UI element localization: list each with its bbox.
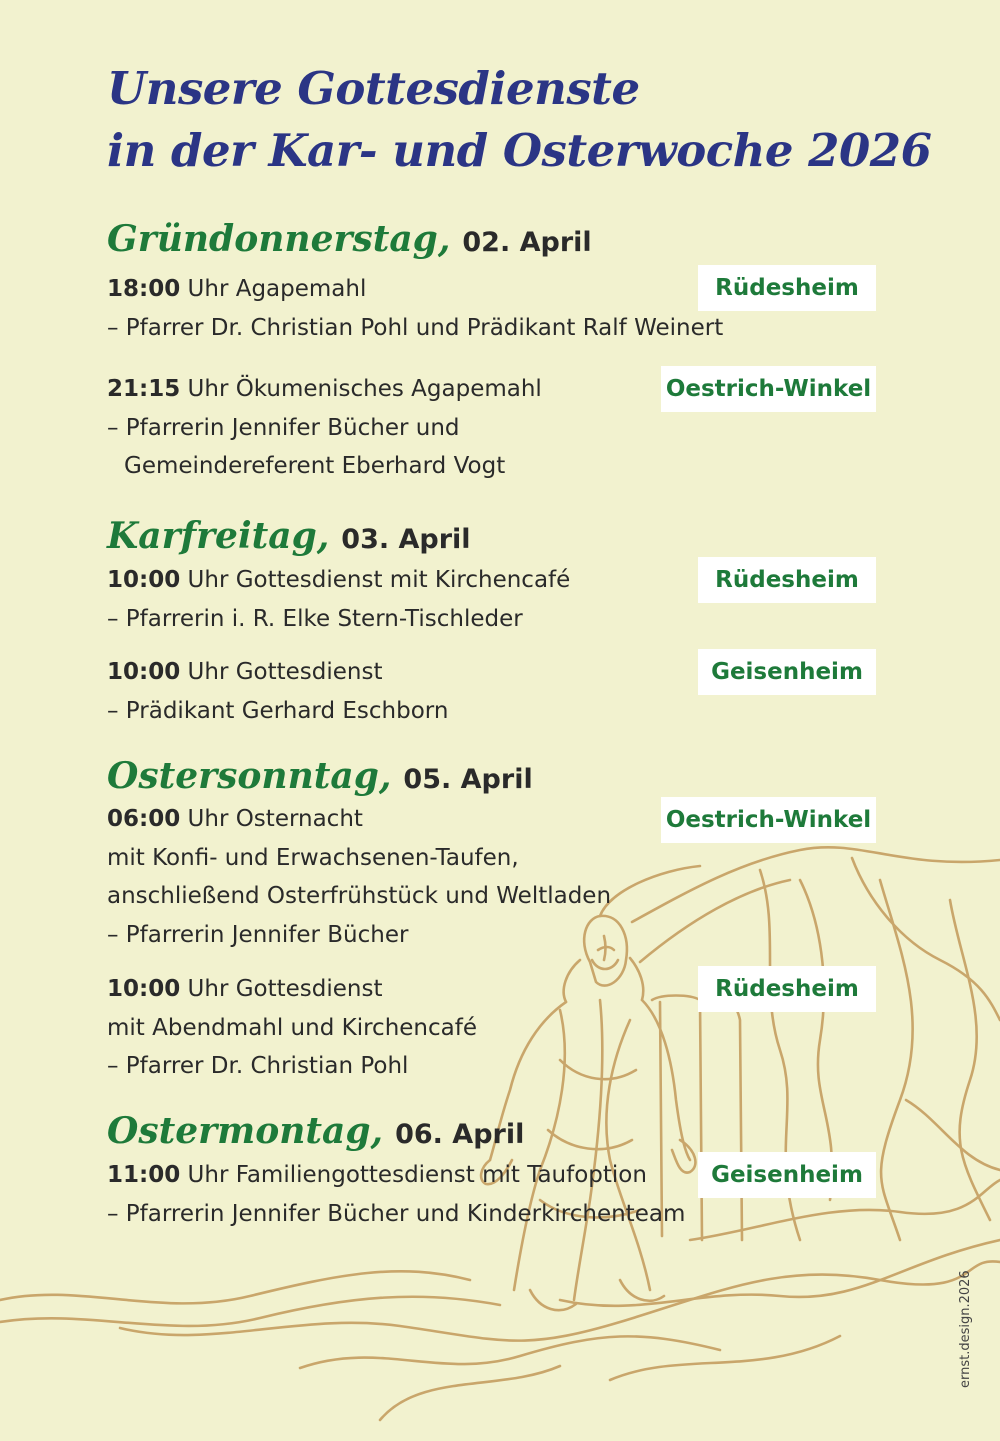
service-title: Uhr Agapemahl: [180, 276, 367, 302]
service-time: 06:00: [107, 806, 181, 832]
service-time: 11:00: [107, 1162, 181, 1188]
title-line-2: in der Kar- und Osterwoche 2026: [107, 124, 932, 177]
service-entry: [107, 561, 570, 638]
day-heading-ostermontag: [107, 1110, 524, 1152]
day-name: Ostersonntag,: [107, 755, 392, 797]
service-time: 10:00: [107, 567, 181, 593]
location-badge: Geisenheim: [698, 1152, 876, 1198]
service-title: Uhr Osternacht: [180, 806, 363, 832]
day-date: 05. April: [403, 764, 533, 795]
service-detail: – Pfarrerin Jennifer Bücher und: [107, 414, 460, 441]
day-name: Ostermontag,: [107, 1110, 384, 1152]
location-badge: Rüdesheim: [698, 557, 876, 603]
day-date: 02. April: [462, 227, 592, 258]
title-line-1: Unsere Gottesdienste: [107, 62, 640, 115]
service-entry: [107, 800, 611, 954]
service-detail: anschließend Osterfrühstück und Weltladen: [107, 883, 612, 909]
day-heading-ostersonntag: [107, 755, 533, 797]
location-badge: Rüdesheim: [698, 966, 876, 1012]
service-time: 10:00: [107, 659, 181, 685]
service-title: Uhr Gottesdienst mit Kirchencafé: [180, 567, 571, 593]
service-detail: – Pfarrer Dr. Christian Pohl und Prädikant Ralf Weinert: [107, 314, 724, 341]
location-badge: Rüdesheim: [698, 265, 876, 311]
day-date: 03. April: [341, 524, 471, 555]
service-title: Uhr Gottesdienst: [180, 659, 383, 685]
location-badge: Oestrich-Winkel: [661, 797, 876, 843]
service-entry: [107, 270, 723, 347]
service-detail: – Pfarrerin i. R. Elke Stern-Tischleder: [107, 605, 523, 632]
day-date: 06. April: [395, 1119, 525, 1150]
page-title: [107, 58, 931, 182]
service-detail: – Prädikant Gerhard Eschborn: [107, 697, 449, 724]
day-name: Gründonnerstag,: [107, 218, 451, 260]
location-badge: Geisenheim: [698, 649, 876, 695]
service-detail: mit Abendmahl und Kirchencafé: [107, 1014, 477, 1041]
service-entry: [107, 653, 448, 730]
service-entry: [107, 1156, 685, 1233]
day-heading-gruendonnerstag: [107, 218, 592, 260]
day-heading-karfreitag: [107, 515, 471, 557]
service-entry: [107, 970, 477, 1086]
service-detail: Gemeindereferent Eberhard Vogt: [124, 453, 506, 479]
service-detail: – Pfarrer Dr. Christian Pohl: [107, 1053, 409, 1079]
service-title: Uhr Ökumenisches Agapemahl: [180, 376, 542, 402]
service-title: Uhr Gottesdienst: [180, 976, 383, 1002]
service-time: 18:00: [107, 276, 181, 302]
day-name: Karfreitag,: [107, 515, 330, 557]
service-title: Uhr Familiengottesdienst mit Taufoption: [180, 1162, 647, 1188]
service-time: 21:15: [107, 376, 181, 402]
service-time: 10:00: [107, 976, 181, 1002]
location-badge: Oestrich-Winkel: [661, 366, 876, 412]
service-detail: – Pfarrerin Jennifer Bücher und Kinderkirchenteam: [107, 1200, 686, 1227]
service-detail: – Pfarrerin Jennifer Bücher: [107, 921, 409, 948]
service-entry: [107, 370, 542, 486]
service-detail: mit Konfi- und Erwachsenen-Taufen,: [107, 844, 519, 871]
designer-credit: ernst.design.2026: [958, 1270, 973, 1388]
